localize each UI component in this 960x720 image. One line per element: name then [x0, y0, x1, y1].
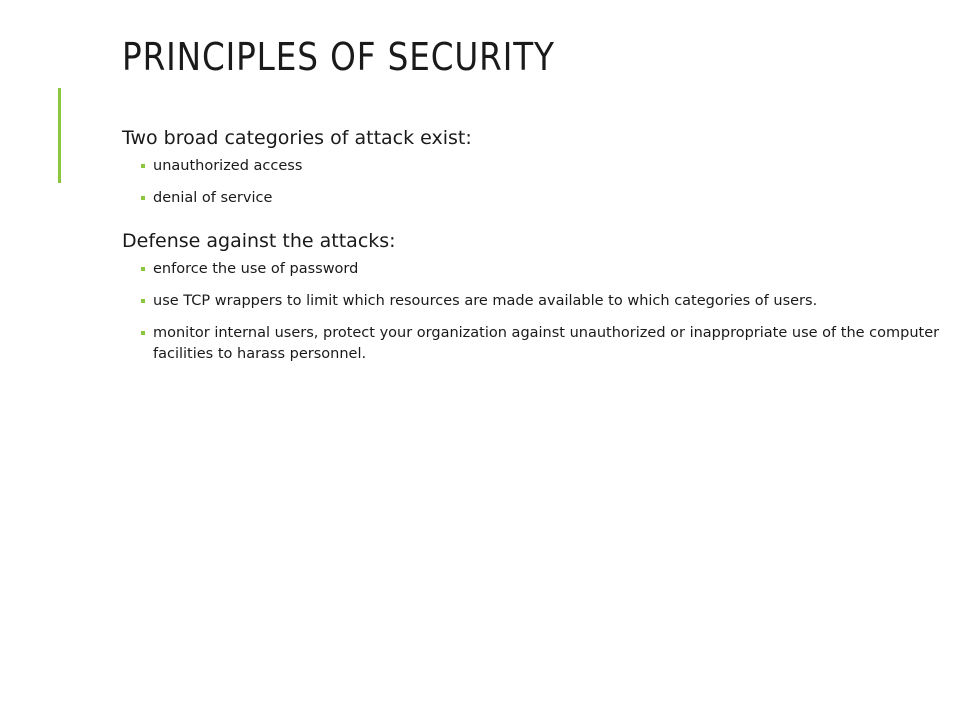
bullet-item	[122, 259, 954, 280]
square-bullet-icon	[141, 196, 145, 200]
bullet-text: denial of service	[153, 190, 273, 206]
bullet-text: enforce the use of password	[153, 261, 359, 277]
square-bullet-icon	[141, 267, 145, 271]
bullet-list	[122, 259, 954, 365]
bullet-list	[122, 156, 954, 209]
square-bullet-icon	[141, 331, 145, 335]
bullet-text: monitor internal users, protect your organization against unauthorized or inappropriate use of the computer facilities to harass personnel.	[153, 325, 940, 362]
slide-title: PRINCIPLES OF SECURITY	[122, 35, 555, 79]
bullet-item	[122, 291, 954, 312]
bullet-text: unauthorized access	[153, 158, 303, 174]
section-attack-categories	[122, 124, 954, 209]
section-heading: Two broad categories of attack exist:	[122, 127, 472, 149]
bullet-item	[122, 156, 954, 177]
bullet-text: use TCP wrappers to limit which resources are made available to which categories of users.	[153, 293, 818, 309]
bullet-item	[122, 188, 954, 209]
accent-bar	[58, 88, 61, 183]
square-bullet-icon	[141, 299, 145, 303]
section-heading: Defense against the attacks:	[122, 230, 396, 252]
slide-content	[122, 124, 954, 376]
section-defense	[122, 227, 954, 365]
bullet-item	[122, 323, 954, 365]
square-bullet-icon	[141, 164, 145, 168]
